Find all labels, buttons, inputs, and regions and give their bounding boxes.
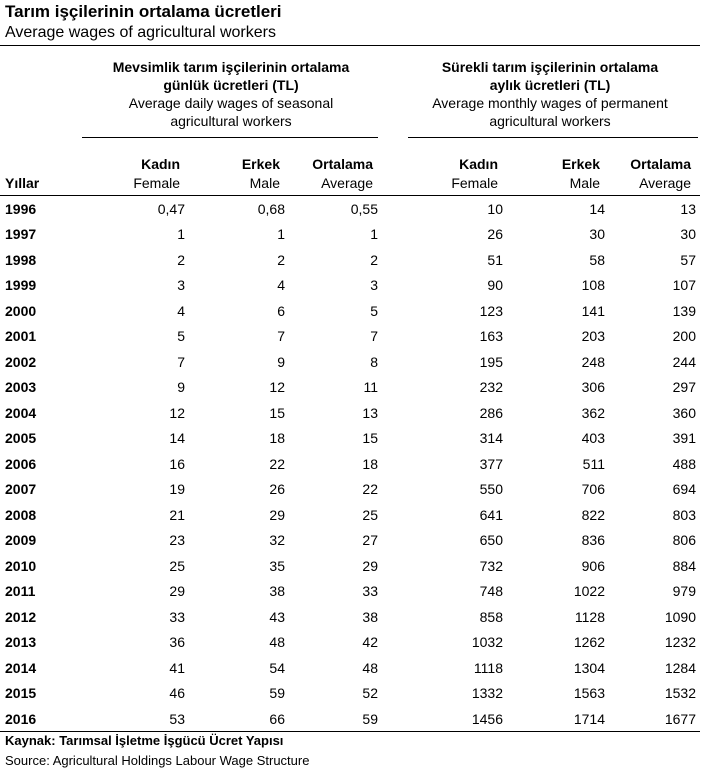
col-average-tr: Ortalama [630,156,691,172]
permanent-average-cell: 1677 [664,710,696,727]
table-title-tr: Tarım işçilerinin ortalama ücretleri [5,2,282,21]
col-average-tr: Ortalama [312,156,373,172]
seasonal-male-cell: 6 [277,302,285,319]
seasonal-female-cell: 23 [169,532,185,549]
seasonal-male-cell: 66 [269,710,285,727]
seasonal-female-cell: 14 [169,430,185,447]
seasonal-male-cell: 32 [269,532,285,549]
permanent-male-cell: 836 [581,532,605,549]
table-row [0,324,696,350]
permanent-average-cell: 139 [672,302,696,319]
seasonal-male-cell: 35 [269,557,285,574]
year-cell: 1997 [5,226,37,243]
seasonal-average-cell: 0,55 [350,200,378,217]
permanent-female-cell: 232 [479,379,503,396]
permanent-average-cell: 30 [680,226,696,243]
table-row [0,528,696,554]
permanent-average-cell: 297 [672,379,696,396]
year-cell: 2002 [5,353,37,370]
table-title-en: Average wages of agricultural workers [5,24,276,41]
permanent-average-cell: 57 [680,251,696,268]
seasonal-female-cell: 3 [177,277,185,294]
seasonal-male-cell: 29 [269,506,285,523]
permanent-average-cell: 884 [672,557,696,574]
seasonal-average-cell: 38 [362,608,378,625]
permanent-male-cell: 906 [581,557,605,574]
seasonal-average-header [283,155,373,193]
seasonal-female-cell: 41 [169,659,185,676]
permanent-average-cell: 1232 [664,634,696,651]
seasonal-male-cell: 38 [269,583,285,600]
col-average-en: Average [321,175,373,191]
year-cell: 1998 [5,251,37,268]
permanent-average-cell: 360 [672,404,696,421]
permanent-average-cell: 1090 [664,608,696,625]
permanent-male-cell: 1304 [573,659,605,676]
seasonal-average-cell: 5 [370,302,378,319]
seasonal-female-cell: 1 [177,226,185,243]
seasonal-female-cell: 46 [169,685,185,702]
seasonal-average-cell: 29 [362,557,378,574]
permanent-female-cell: 858 [479,608,503,625]
permanent-male-cell: 58 [589,251,605,268]
permanent-average-header [600,155,691,193]
seasonal-average-cell: 2 [370,251,378,268]
seasonal-average-cell: 52 [362,685,378,702]
seasonal-female-cell: 19 [169,481,185,498]
table-row [0,222,696,248]
year-cell: 2006 [5,455,37,472]
col-male-tr: Erkek [561,156,600,172]
year-cell: 2016 [5,710,37,727]
seasonal-group-rule [82,137,378,138]
seasonal-group-header [82,58,380,130]
permanent-male-cell: 822 [581,506,605,523]
permanent-male-cell: 14 [589,200,605,217]
table-row [0,451,696,477]
table-row [0,579,696,605]
seasonal-female-cell: 4 [177,302,185,319]
permanent-female-cell: 163 [479,328,503,345]
seasonal-female-cell: 25 [169,557,185,574]
year-cell: 2013 [5,634,37,651]
permanent-male-cell: 362 [581,404,605,421]
permanent-female-cell: 195 [479,353,503,370]
permanent-female-cell: 748 [479,583,503,600]
seasonal-male-cell: 26 [269,481,285,498]
table-bottom-rule [0,731,700,732]
year-cell: 2003 [5,379,37,396]
permanent-average-cell: 488 [672,455,696,472]
year-cell: 1999 [5,277,37,294]
year-cell: 2010 [5,557,37,574]
seasonal-female-cell: 36 [169,634,185,651]
seasonal-female-cell: 33 [169,608,185,625]
seasonal-female-cell: 9 [177,379,185,396]
seasonal-male-cell: 54 [269,659,285,676]
seasonal-header-tr-2: günlük ücretleri (TL) [163,77,299,93]
seasonal-female-cell: 12 [169,404,185,421]
permanent-female-cell: 51 [487,251,503,268]
seasonal-header-en-1: Average daily wages of seasonal [128,95,334,111]
seasonal-average-cell: 27 [362,532,378,549]
seasonal-average-cell: 33 [362,583,378,600]
seasonal-average-cell: 8 [370,353,378,370]
source-tr: Kaynak: Tarımsal İşletme İşgücü Ücret Yapısı [5,733,284,748]
seasonal-male-cell: 48 [269,634,285,651]
table-row [0,655,696,681]
permanent-header-tr-2: aylık ücretleri (TL) [489,77,611,93]
permanent-male-cell: 203 [581,328,605,345]
permanent-male-cell: 1714 [573,710,605,727]
permanent-average-cell: 803 [672,506,696,523]
year-column-header: Yıllar [5,175,40,191]
permanent-male-cell: 141 [581,302,605,319]
year-cell: 1996 [5,200,37,217]
seasonal-average-cell: 25 [362,506,378,523]
table-row [0,247,696,273]
permanent-average-cell: 1532 [664,685,696,702]
permanent-average-cell: 244 [672,353,696,370]
title-rule [0,45,700,46]
seasonal-female-cell: 5 [177,328,185,345]
table-row [0,604,696,630]
seasonal-male-cell: 22 [269,455,285,472]
permanent-female-cell: 1332 [471,685,503,702]
seasonal-male-cell: 0,68 [257,200,285,217]
permanent-group-rule [408,137,698,138]
permanent-header-en-2: agricultural workers [489,113,611,129]
seasonal-average-cell: 18 [362,455,378,472]
permanent-female-cell: 123 [479,302,503,319]
seasonal-male-cell: 12 [269,379,285,396]
seasonal-header-en-2: agricultural workers [170,113,292,129]
permanent-average-cell: 200 [672,328,696,345]
seasonal-female-cell: 53 [169,710,185,727]
permanent-female-cell: 286 [479,404,503,421]
col-average-en: Average [639,175,691,191]
seasonal-male-cell: 1 [277,226,285,243]
year-cell: 2012 [5,608,37,625]
permanent-male-cell: 306 [581,379,605,396]
permanent-average-cell: 13 [680,200,696,217]
seasonal-average-cell: 13 [362,404,378,421]
permanent-average-cell: 1284 [664,659,696,676]
year-cell: 2014 [5,659,37,676]
permanent-average-cell: 979 [672,583,696,600]
year-cell: 2005 [5,430,37,447]
year-cell: 2000 [5,302,37,319]
seasonal-male-header [190,155,280,193]
permanent-male-cell: 248 [581,353,605,370]
permanent-female-cell: 641 [479,506,503,523]
seasonal-male-cell: 9 [277,353,285,370]
permanent-female-header [408,155,498,193]
seasonal-female-cell: 0,47 [157,200,185,217]
permanent-female-cell: 26 [487,226,503,243]
col-female-en: Female [133,175,180,191]
seasonal-average-cell: 15 [362,430,378,447]
table-row [0,349,696,375]
year-cell: 2009 [5,532,37,549]
permanent-female-cell: 1032 [471,634,503,651]
permanent-male-cell: 30 [589,226,605,243]
seasonal-average-cell: 59 [362,710,378,727]
permanent-female-cell: 1456 [471,710,503,727]
seasonal-male-cell: 15 [269,404,285,421]
permanent-header-en-1: Average monthly wages of permanent [432,95,668,111]
wages-table [0,196,696,732]
table-row [0,298,696,324]
permanent-female-cell: 732 [479,557,503,574]
permanent-male-cell: 1022 [573,583,605,600]
seasonal-female-header [90,155,180,193]
year-cell: 2015 [5,685,37,702]
permanent-female-cell: 550 [479,481,503,498]
col-male-en: Male [249,175,280,191]
permanent-female-cell: 90 [487,277,503,294]
table-row [0,630,696,656]
col-male-en: Male [569,175,600,191]
seasonal-female-cell: 29 [169,583,185,600]
seasonal-female-cell: 7 [177,353,185,370]
permanent-male-header [510,155,600,193]
permanent-group-header [400,58,700,130]
permanent-average-cell: 694 [672,481,696,498]
permanent-male-cell: 1563 [573,685,605,702]
seasonal-average-cell: 7 [370,328,378,345]
permanent-male-cell: 108 [581,277,605,294]
seasonal-male-cell: 18 [269,430,285,447]
year-cell: 2008 [5,506,37,523]
permanent-female-cell: 1118 [473,659,503,676]
col-female-en: Female [451,175,498,191]
seasonal-male-cell: 7 [277,328,285,345]
seasonal-male-cell: 59 [269,685,285,702]
seasonal-average-cell: 1 [370,226,378,243]
table-row [0,426,696,452]
seasonal-female-cell: 2 [177,251,185,268]
table-row [0,553,696,579]
table-row [0,273,696,299]
permanent-female-cell: 377 [479,455,503,472]
table-row [0,681,696,707]
year-cell: 2011 [5,583,36,600]
table-row [0,375,696,401]
col-female-tr: Kadın [141,156,180,172]
table-row [0,400,696,426]
seasonal-male-cell: 2 [277,251,285,268]
permanent-female-cell: 314 [479,430,503,447]
table-row [0,502,696,528]
table-row [0,477,696,503]
seasonal-average-cell: 22 [362,481,378,498]
permanent-male-cell: 706 [581,481,605,498]
seasonal-male-cell: 4 [277,277,285,294]
permanent-female-cell: 650 [479,532,503,549]
col-female-tr: Kadın [459,156,498,172]
permanent-average-cell: 391 [672,430,696,447]
seasonal-average-cell: 48 [362,659,378,676]
year-cell: 2004 [5,404,37,421]
permanent-header-tr-1: Sürekli tarım işçilerinin ortalama [441,59,659,75]
seasonal-male-cell: 43 [269,608,285,625]
permanent-average-cell: 806 [672,532,696,549]
seasonal-female-cell: 16 [169,455,185,472]
seasonal-average-cell: 42 [362,634,378,651]
seasonal-average-cell: 3 [370,277,378,294]
col-male-tr: Erkek [241,156,280,172]
table-row [0,706,696,732]
year-cell: 2001 [5,328,37,345]
permanent-male-cell: 1128 [574,608,605,625]
permanent-male-cell: 511 [582,455,605,472]
permanent-male-cell: 403 [581,430,605,447]
seasonal-header-tr-1: Mevsimlik tarım işçilerinin ortalama [112,59,350,75]
permanent-female-cell: 10 [487,200,503,217]
table-row [0,196,696,222]
permanent-average-cell: 107 [672,277,696,294]
seasonal-average-cell: 11 [363,379,378,396]
source-en: Source: Agricultural Holdings Labour Wage Structure [5,753,310,768]
year-cell: 2007 [5,481,37,498]
seasonal-female-cell: 21 [169,506,185,523]
permanent-male-cell: 1262 [573,634,605,651]
